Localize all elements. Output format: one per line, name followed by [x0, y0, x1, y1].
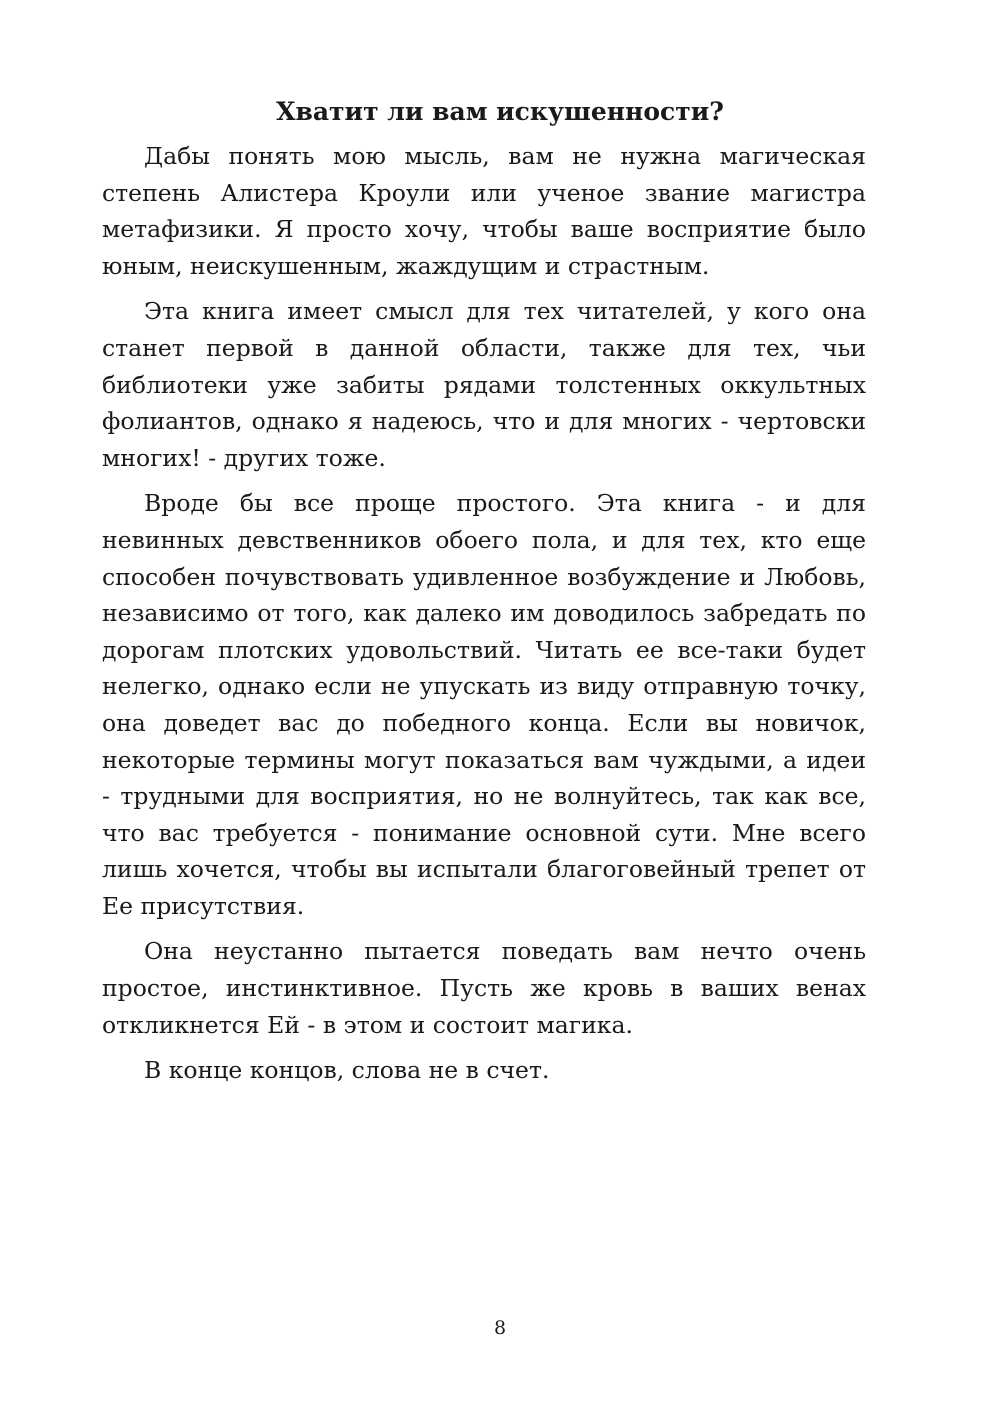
body-text	[102, 138, 866, 1098]
paragraph-3: Вроде бы все проще простого. Эта книга - и для невинных девственников обоего пола, и для тех, кто еще способен почувствовать удивленное возбуждение и Любовь, независимо от того, как далеко им доводилось забредать по дорогам плотских удовольствий. Читать ее все-таки будет нелегко, однако если не упускать из виду отправную точку, она доведет вас до победного конца. Если вы новичок, некоторые термины могут показаться вам чуждыми, а идеи - трудными для восприятия, но не волнуйтесь, так как все, что вас требуется - понимание основной сути. Мне всего лишь хочется, чтобы вы испытали благоговейный трепет от Ее присутствия.	[102, 489, 866, 920]
paragraph-5: В конце концов, слова не в счет.	[144, 1056, 550, 1085]
paragraph-2: Эта книга имеет смысл для тех читателей, у кого она станет первой в данной области, также для тех, чьи библиотеки уже забиты рядами толстенных оккультных фолиантов, однако я надеюсь, что и для многих - чертовски многих! - других тоже.	[102, 297, 866, 472]
page-number: 8	[493, 1317, 507, 1339]
paragraph-1: Дабы понять мою мысль, вам не нужна магическая степень Алистера Кроули или ученое звание магистра метафизики. Я просто хочу, чтобы ваше восприятие было юным, неискушенным, жаждущим и страстным.	[102, 142, 866, 280]
page-heading: Хватит ли вам искушенности?	[276, 97, 724, 126]
paragraph-4: Она неустанно пытается поведать вам нечто очень простое, инстинктивное. Пусть же кровь в ваших венах откликнется Ей - в этом и состоит магика.	[102, 937, 866, 1039]
